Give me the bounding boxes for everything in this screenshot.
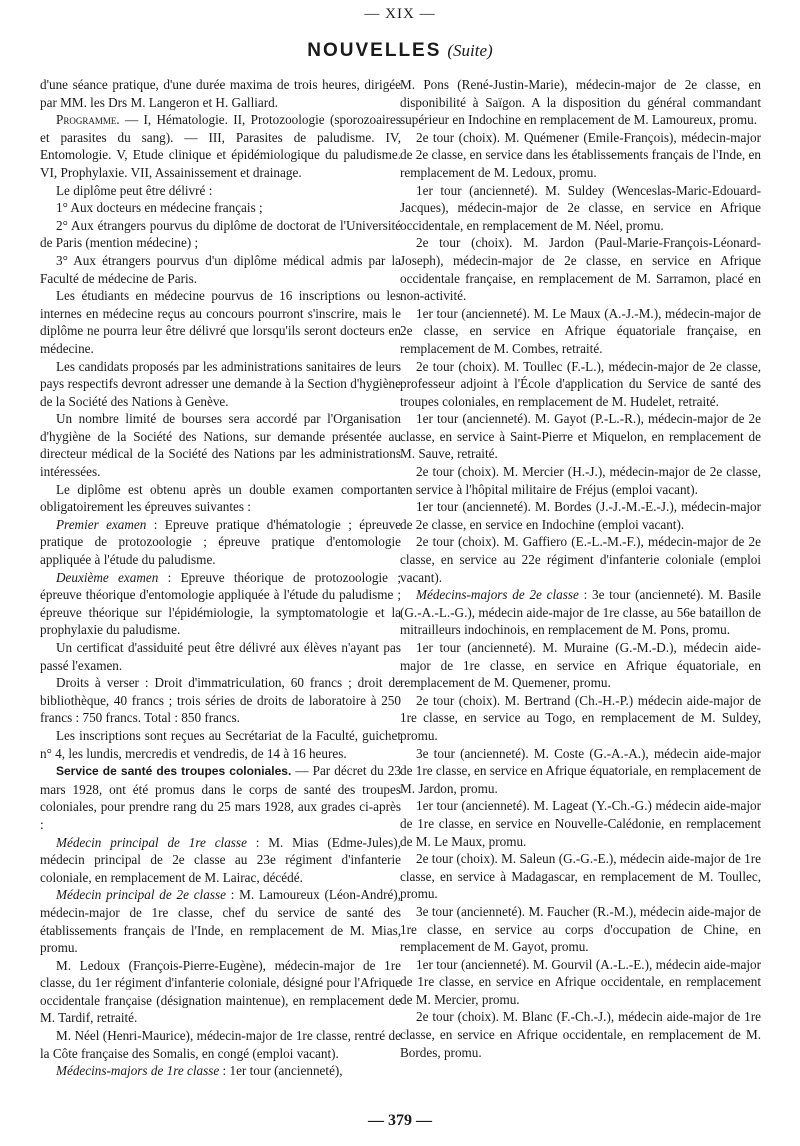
grade-label: Médecin principal de 2e classe [56, 887, 226, 903]
grade-label: Médecins-majors de 2e classe [416, 587, 579, 603]
paragraph: 2e tour (choix). M. Saleun (G.-G.-E.), médecin aide-major de 1re classe, en service à Madagascar, en remplacement de M. Toullec, promu. [400, 851, 761, 902]
section-heading [0, 40, 800, 62]
exam-label: Deuxième examen [56, 569, 159, 585]
paragraph: 1er tour (ancienneté). M. Muraine (G.-M.-D.), médecin aide-major de 1re classe, en service en Afrique équatoriale, en remplacement de M. Quemener, promu. [400, 640, 761, 691]
paragraph: 1er tour (ancienneté). M. Lageat (Y.-Ch.-G.) médecin aide-major de 1re classe, en service en Nouvelle-Calédonie, en remplacement de M. Le Maux, promu. [400, 798, 761, 849]
paragraph: Le diplôme est obtenu après un double examen comportant obligatoirement les épreuves suivantes : [40, 481, 401, 515]
paragraph: 1er tour (ancienneté). M. Gayot (P.-L.-R.), médecin-major de 2e classe, en service à Saint-Pierre et Miquelon, en remplacement de M. Sauve, retraité. [400, 411, 761, 462]
paragraph: 2e tour (choix). M. Quémener (Emile-François), médecin-major de 2e classe, en service dans les établissements français de l'Inde, en remplacement de M. Ledoux, promu. [400, 129, 761, 180]
right-column [400, 76, 761, 1061]
paragraph [40, 834, 401, 887]
paragraph: 2e tour (choix). M. Gaffiero (E.-L.-M.-F.), médecin-major de 2e classe, en service au 22e régiment d'infanterie coloniale (emploi vacant). [400, 534, 761, 585]
paragraph: Droits à verser : Droit d'immatriculation, 60 francs ; droit de bibliothèque, 40 francs ; trois séries de droits de laboratoire à 250 francs : 750 francs. Total : 850 francs. [40, 675, 401, 726]
grade-text: : M. Mias (Edme-Jules), médecin principal de 2e classe au 23e régiment d'infanterie coloniale, en remplacement de M. Lairac, décédé. [40, 834, 401, 885]
programme-text: — I, Hématologie. II, Protozoologie (sporozoaires et parasites du sang). — III, Parasites de paludisme. IV, Entomologie. V, Etude clinique et épidémiologique du paludisme. VI, Prophylaxie. VII, Assainissement et drainage. [40, 112, 401, 180]
list-item: 1° Aux docteurs en médecine français ; [56, 200, 263, 216]
section-text: — Par décret du 23 mars 1928, ont été promus dans le corps de santé des troupes coloniales, pour prendre rang du 25 mars 1928, aux grades ci-après : [40, 763, 401, 832]
paragraph: Les étudiants en médecine pourvus de 16 inscriptions ou les internes en médecine reçus au concours pourront s'inscrire, mais le diplôme ne pourra leur être délivré que lorsqu'ils seront docteurs en médecine. [40, 288, 401, 356]
paragraph [40, 111, 401, 181]
paragraph: 1er tour (ancienneté). M. Bordes (J.-J.-M.-E.-J.), médecin-major de 2e classe, en service en Indochine (emploi vacant). [400, 499, 761, 532]
paragraph: 3e tour (ancienneté). M. Faucher (R.-M.), médecin aide-major de 1re classe, en service au corps d'occupation de Chine, en remplacement de M. Gayot, promu. [400, 903, 761, 955]
paragraph: M. Ledoux (François-Pierre-Eugène), médecin-major de 1re classe, du 1er régiment d'infanterie coloniale, désigné pour l'Afrique occidentale française (désignation maintenue), en remplacement de M. Tardif, retraité. [40, 957, 401, 1026]
paragraph: d'une séance pratique, d'une durée maxima de trois heures, dirigée par MM. les Drs M. Langeron et H. Galliard. [40, 77, 401, 110]
paragraph: 3e tour (ancienneté). M. Coste (G.-A.-A.), médecin aide-major de 1re classe, en service en Afrique équatoriale, en remplacement de M. Jardon, promu. [400, 745, 762, 796]
section-label: Service de santé des troupes coloniales. [56, 764, 292, 779]
programme-label: Programme. [56, 112, 120, 128]
grade-label: Médecin principal de 1re classe [56, 834, 247, 850]
list-item: 2° Aux étrangers pourvus du diplôme de doctorat de l'Université de Paris (mention médecine) ; [40, 217, 401, 251]
paragraph: 2e tour (choix). M. Mercier (H.-J.), médecin-major de 2e classe, en service à l'hôpital militaire de Fréjus (emploi vacant). [400, 464, 761, 497]
list-item: 3° Aux étrangers pourvus d'un diplôme médical admis par la Faculté de médecine de Paris. [40, 252, 401, 286]
paragraph: 2e tour (choix). M. Blanc (F.-Ch.-J.), médecin aide-major de 1re classe, en service en Afrique occidentale, en remplacement de M. Bordes, promu. [400, 1009, 761, 1060]
paragraph: Les candidats proposés par les administrations sanitaires de leurs pays respectifs devront adresser une demande à la Section d'hygiène de la Société des Nations à Genève. [40, 358, 401, 409]
grade-text: : 3e tour (ancienneté). M. Basile (G.-A.-L.-G.), médecin aide-major de 1re classe, au 56e bataillon de mitrailleurs indochinois, en remplacement de M. Pons, promu. [400, 587, 761, 638]
exam-label: Premier examen [56, 516, 147, 532]
paragraph: Le diplôme peut être délivré : [56, 182, 213, 198]
grade-text: : 1er tour (ancienneté), [219, 1063, 343, 1079]
paragraph [40, 516, 401, 569]
paragraph [40, 762, 401, 833]
paragraph [40, 569, 401, 639]
section-subtitle: (Suite) [447, 41, 493, 60]
paragraph: 1er tour (ancienneté). M. Suldey (Wenceslas-Maric-Edouard-Jacques), médecin-major de 2e classe, en service en Afrique occidentale, en remplacement de M. Néel, promu. [400, 182, 761, 233]
left-column [40, 76, 401, 1080]
page-folio: — XIX — [364, 6, 436, 22]
paragraph [40, 1062, 401, 1080]
grade-text: : M. Lamoureux (Léon-André), médecin-major de 1re classe, chef du service de santé des établissements français de l'Inde, en remplacement de M. Mias, promu. [40, 887, 401, 956]
paragraph: Un certificat d'assiduité peut être délivré aux élèves n'ayant pas passé l'examen. [40, 640, 401, 673]
paragraph: Les inscriptions sont reçues au Secrétariat de la Faculté, guichet n° 4, les lundis, mercredis et vendredis, de 14 à 16 heures. [40, 727, 401, 761]
paragraph: Un nombre limité de bourses sera accordé par l'Organisation d'hygiène de la Société des Nations, sur demande présentée au directeur médical de la Société des Nations par les administrations intéressées. [40, 411, 401, 480]
grade-label: Médecins-majors de 1re classe [56, 1063, 220, 1079]
paragraph: M. Néel (Henri-Maurice), médecin-major de 1re classe, rentré de la Côte française des Somalis, en congé (emploi vacant). [40, 1028, 401, 1061]
paragraph [400, 586, 761, 639]
paragraph: 2e tour (choix). M. Bertrand (Ch.-H.-P.) médecin aide-major de 1re classe, en service au Togo, en remplacement de M. Suldey, promu. [400, 692, 761, 743]
exam-text: : Epreuve pratique d'hématologie ; épreuve pratique de protozoologie ; épreuve pratique d'entomologie appliquée à l'étude du paludisme. [40, 516, 401, 568]
paragraph: 1er tour (ancienneté). M. Le Maux (A.-J.-M.), médecin-major de 2e classe, en service en Afrique équatoriale française, en remplacement de M. Combes, retraité. [400, 305, 761, 356]
paragraph [40, 886, 401, 956]
exam-text: : Epreuve théorique de protozoologie ; épreuve théorique d'entomologie appliquée à l'étude du paludisme ; épreuve théorique sur l'épidémiologie, la symptomatologie et la prophylaxie du paludisme. [40, 569, 401, 638]
paragraph: 2e tour (choix). M. Jardon (Paul-Marie-François-Léonard-Joseph), médecin-major de 2e classe, en service en Afrique occidentale française, en remplacement de M. Sarramon, placé en non-activité. [400, 235, 761, 304]
page-number: — 379 — [368, 1112, 432, 1129]
section-title: NOUVELLES [307, 40, 442, 61]
paragraph: 2e tour (choix). M. Toullec (F.-L.), médecin-major de 2e classe, professeur adjoint à l'École d'application du Service de santé des troupes coloniales, en remplacement de M. Hudelet, retraité. [400, 358, 761, 409]
paragraph: M. Pons (René-Justin-Marie), médecin-major de 2e classe, en disponibilité à Saïgon. A la disposition du général commandant supérieur en Indochine en remplacement de M. Lamoureux, promu. [400, 77, 761, 128]
paragraph: 1er tour (ancienneté). M. Gourvil (A.-L.-E.), médecin aide-major de 1re classe, en service en Afrique occidentale, en remplacement de M. Mercier, promu. [400, 956, 761, 1007]
